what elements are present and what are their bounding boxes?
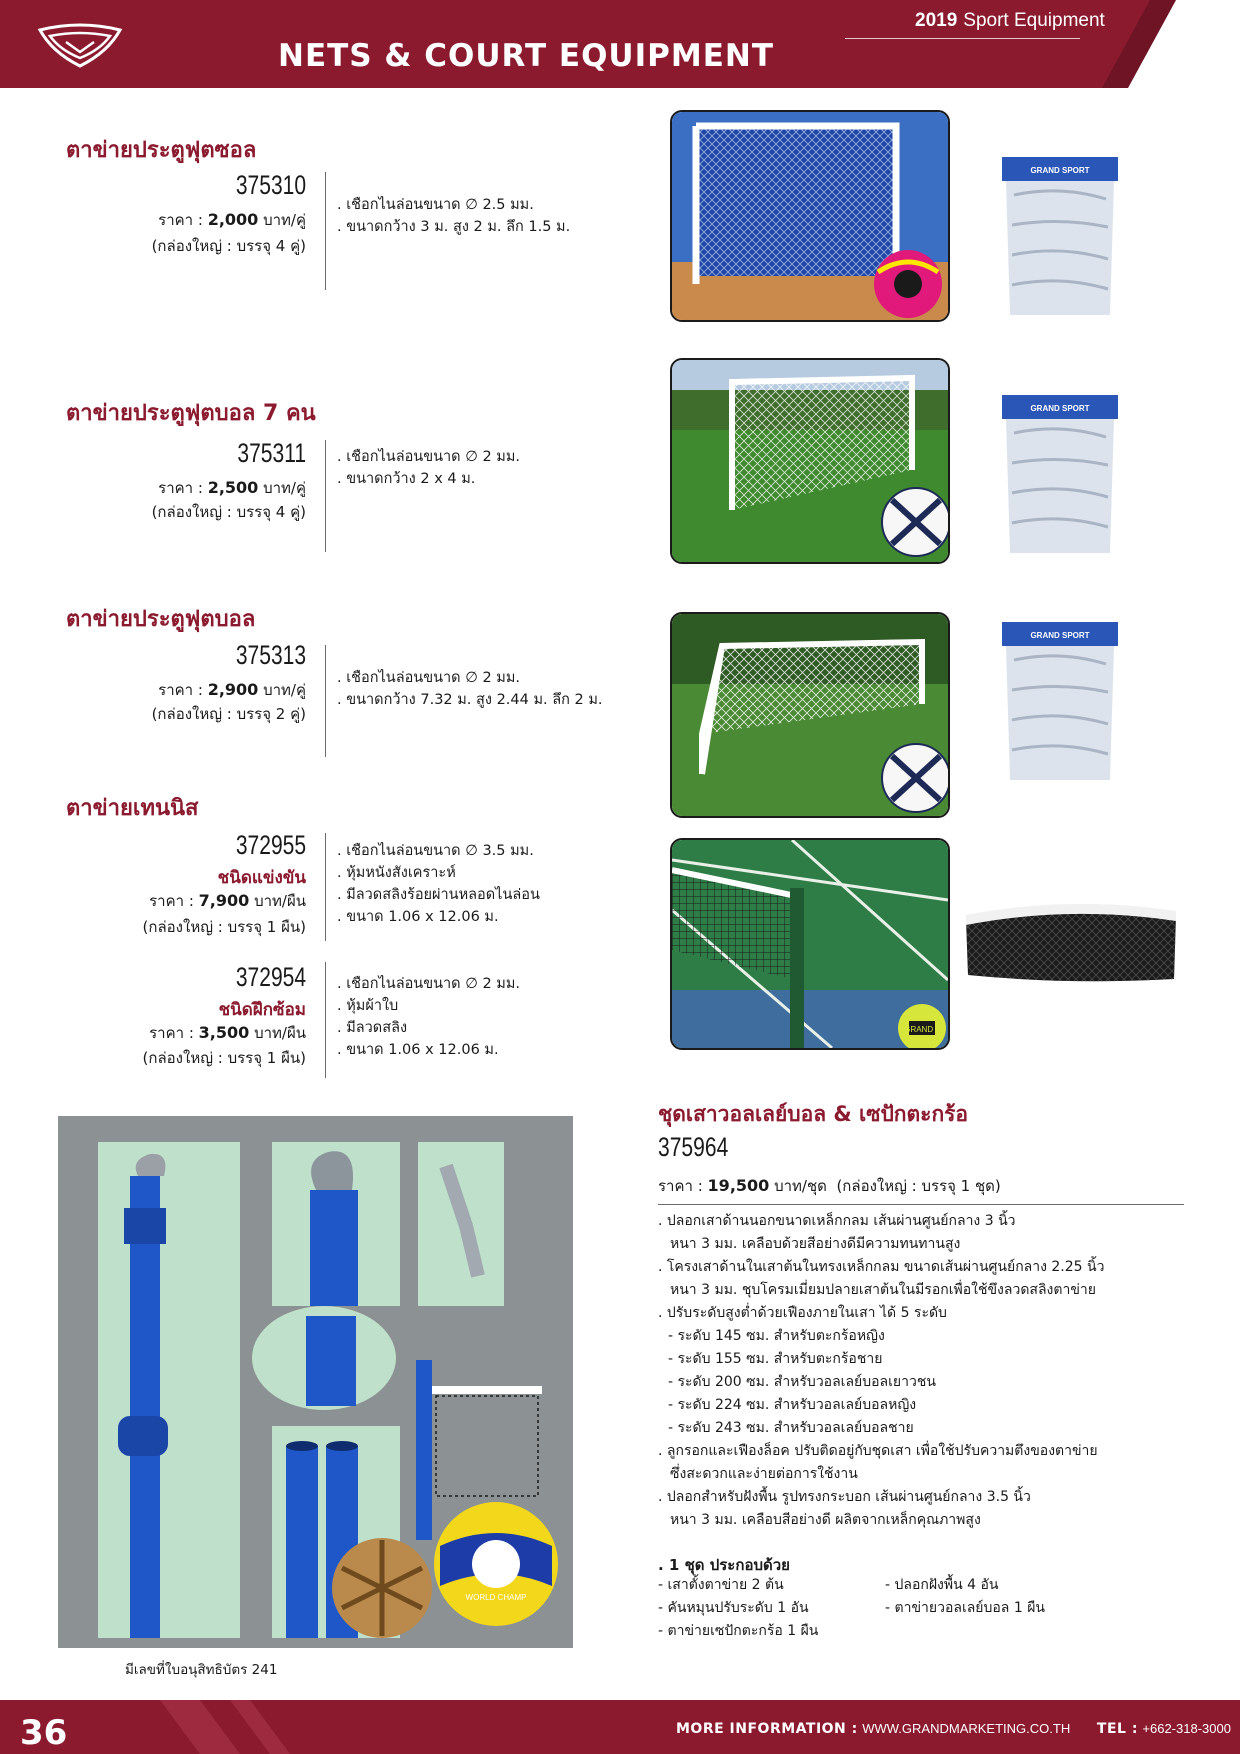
page-number: 36	[20, 1713, 68, 1753]
volleyball-detail-list	[658, 1210, 1104, 1532]
price-value: 2,900	[207, 680, 259, 699]
detail-line: หนา 3 มม. เคลือบสีอย่างดี ผลิตจากเหล็กคุณภาพสูง	[670, 1512, 981, 1528]
product-title-tennis: ตาข่ายเทนนิส	[66, 796, 199, 821]
price-value: 3,500	[198, 1023, 250, 1042]
spec-item: . ขนาดกว้าง 2 x 4 ม.	[337, 471, 476, 487]
product-code: 375310	[235, 170, 306, 200]
catalog-year: 2019	[915, 10, 958, 31]
detail-line: . ปลอกสำหรับฝังพื้น รูปทรงกระบอก เส้นผ่านศูนย์กลาง 3.5 นิ้ว	[658, 1489, 1031, 1505]
page-title: NETS & COURT EQUIPMENT	[278, 38, 774, 74]
volleyball-title: ชุดเสาวอลเลย์บอล & เซปักตะกร้อ	[658, 1102, 969, 1126]
more-info-label: MORE INFORMATION :	[676, 1721, 858, 1737]
spec-item: . เชือกไนล่อนขนาด ∅ 2 มม.	[337, 670, 521, 686]
price-value: 2,000	[207, 210, 259, 229]
product-price-line	[158, 476, 306, 500]
detail-line: - ระดับ 243 ซม. สำหรับวอลเลย์บอลชาย	[668, 1420, 914, 1436]
detail-line: - ระดับ 145 ซม. สำหรับตะกร้อหญิง	[668, 1328, 885, 1344]
price-label: ราคา :	[158, 211, 203, 229]
detail-line: . ปลอกเสาด้านนอกขนาดเหล็กกลม เส้นผ่านศูนย์กลาง 3 นิ้ว	[658, 1213, 1016, 1229]
tennis-net-photo	[670, 838, 950, 1050]
ball-label: WORLD CHAMP	[465, 1593, 527, 1602]
catalog-year-line	[915, 10, 1105, 32]
spec-item: . หุ้มผ้าใบ	[337, 998, 399, 1014]
box-quantity: (กล่องใหญ่ : บรรจุ 1 ชุด)	[836, 1177, 1001, 1195]
spec-list	[337, 973, 520, 1061]
price-unit: บาท/คู่	[263, 211, 306, 229]
price-label: ราคา :	[158, 479, 203, 497]
price-unit: บาท/ชุด	[774, 1177, 827, 1195]
product-title-football: ตาข่ายประตูฟุตบอล	[66, 607, 256, 632]
box-quantity: (กล่องใหญ่ : บรรจุ 4 คู่)	[151, 503, 306, 521]
box-quantity: (กล่องใหญ่ : บรรจุ 1 ผืน)	[142, 918, 306, 936]
spec-item: . ขนาดกว้าง 7.32 ม. สูง 2.44 ม. ลึก 2 ม.	[337, 692, 603, 708]
footer-contact	[676, 1721, 1231, 1737]
spec-item: . ขนาดกว้าง 3 ม. สูง 2 ม. ลึก 1.5 ม.	[337, 219, 571, 235]
spec-list	[337, 840, 540, 928]
package-label: GRAND SPORT	[1030, 166, 1090, 175]
detail-line: . ลูกรอกและเฟืองล็อค ปรับติดอยู่กับชุดเสา เพื่อใช้ปรับความตึงของตาข่าย	[658, 1443, 1098, 1459]
detail-line: . ปรับระดับสูงต่ำด้วยเฟืองภายในเสา ได้ 5 ระดับ	[658, 1305, 947, 1321]
spec-list	[337, 194, 570, 238]
price-label: ราคา :	[158, 681, 203, 699]
spec-item: . ขนาด 1.06 x 12.06 ม.	[337, 909, 499, 925]
spec-divider	[325, 440, 326, 552]
website-link[interactable]: WWW.GRANDMARKETING.CO.TH	[862, 1721, 1071, 1736]
product-code: 372954	[235, 962, 306, 992]
brand-logo-icon	[36, 22, 124, 70]
spec-divider	[325, 962, 326, 1078]
seven-a-side-goal-photo	[670, 358, 950, 564]
spec-divider	[325, 172, 326, 290]
detail-line: - ระดับ 155 ซม. สำหรับตะกร้อชาย	[668, 1351, 883, 1367]
product-title-7-a-side: ตาข่ายประตูฟุตบอล 7 คน	[66, 401, 316, 426]
detail-line: - ระดับ 200 ซม. สำหรับวอลเลย์บอลเยาวชน	[668, 1374, 936, 1390]
catalog-name: Sport Equipment	[963, 10, 1105, 31]
price-label: ราคา :	[658, 1177, 703, 1195]
detail-line: - ระดับ 224 ซม. สำหรับวอลเลย์บอลหญิง	[668, 1397, 917, 1413]
spec-divider	[325, 645, 326, 757]
product-price-line	[158, 678, 306, 702]
spec-list	[337, 446, 520, 490]
spec-divider	[325, 833, 326, 941]
net-package-image	[1000, 620, 1120, 785]
product-price-line	[149, 889, 306, 913]
product-code: 372955	[235, 830, 306, 860]
net-package-image	[1000, 155, 1120, 320]
product-code: 375313	[235, 640, 306, 670]
spec-item: . ขนาด 1.06 x 12.06 ม.	[337, 1042, 499, 1058]
spec-item: . เชือกไนล่อนขนาด ∅ 2 มม.	[337, 976, 521, 992]
spec-item: . มีลวดสลิง	[337, 1020, 408, 1036]
phone-number[interactable]: +662-318-3000	[1142, 1721, 1231, 1736]
detail-line: . โครงเสาด้านในเสาต้นในทรงเหล็กกลม ขนาดเส้นผ่านศูนย์กลาง 2.25 นิ้ว	[658, 1259, 1105, 1275]
price-unit: บาท/ผืน	[254, 1024, 306, 1042]
net-package-image	[1000, 393, 1120, 558]
detail-line: หนา 3 มม. ชุบโครมเมี่ยมปลายเสาต้นในมีรอกเพื่อใช้ขึงลวดสลิงตาข่าย	[670, 1282, 1096, 1298]
spec-item: . เชือกไนล่อนขนาด ∅ 2 มม.	[337, 449, 521, 465]
package-label: GRAND SPORT	[1030, 631, 1090, 640]
spec-list	[337, 667, 603, 711]
variant-type: ชนิดฝึกซ้อม	[218, 1000, 306, 1020]
product-title-futsal: ตาข่ายประตูฟุตซอล	[66, 138, 257, 163]
detail-line: หนา 3 มม. เคลือบด้วยสีอย่างดีมีความทนทานสูง	[670, 1236, 961, 1252]
product-code: 375964	[658, 1132, 729, 1162]
set-item: - คันหมุนปรับระดับ 1 อัน	[658, 1600, 809, 1616]
product-price-line	[658, 1174, 1001, 1198]
header-divider	[845, 38, 1080, 39]
set-item: - เสาตั้งตาข่าย 2 ต้น	[658, 1577, 784, 1593]
football-goal-photo	[670, 612, 950, 818]
detail-line: ซึ่งสะดวกและง่ายต่อการใช้งาน	[670, 1466, 858, 1482]
product-code: 375311	[237, 438, 306, 468]
set-item: - ปลอกฝังพื้น 4 อัน	[885, 1577, 999, 1593]
page-header	[0, 0, 1240, 88]
set-item: - ตาข่ายเซปักตะกร้อ 1 ผืน	[658, 1623, 819, 1639]
tennis-net-roll-image	[960, 895, 1182, 985]
price-unit: บาท/คู่	[263, 681, 306, 699]
set-contents-right	[885, 1574, 1045, 1620]
tel-label: TEL :	[1096, 1721, 1138, 1737]
section-divider	[658, 1204, 1184, 1205]
price-unit: บาท/คู่	[263, 479, 306, 497]
spec-item: . เชือกไนล่อนขนาด ∅ 3.5 มม.	[337, 843, 534, 859]
spec-item: . หุ้มหนังสังเคราะห์	[337, 865, 456, 881]
ball-label: GRAND 5	[904, 1025, 940, 1034]
box-quantity: (กล่องใหญ่ : บรรจุ 4 คู่)	[151, 237, 306, 255]
futsal-goal-photo	[670, 110, 950, 322]
set-item: - ตาข่ายวอลเลย์บอล 1 ผืน	[885, 1600, 1045, 1616]
patent-note: มีเลขที่ใบอนุสิทธิบัตร 241	[125, 1662, 278, 1678]
spec-item: . เชือกไนล่อนขนาด ∅ 2.5 มม.	[337, 197, 534, 213]
box-quantity: (กล่องใหญ่ : บรรจุ 2 คู่)	[151, 705, 306, 723]
price-unit: บาท/ผืน	[254, 892, 306, 910]
package-label: GRAND SPORT	[1030, 404, 1090, 413]
volleyball-post-photo-set	[58, 1116, 573, 1648]
product-price-line	[149, 1021, 306, 1045]
price-value: 19,500	[707, 1176, 770, 1195]
product-price-line	[158, 208, 306, 232]
price-value: 7,900	[198, 891, 250, 910]
set-contents-title: . 1 ชุด ประกอบด้วย	[658, 1556, 790, 1574]
price-value: 2,500	[207, 478, 259, 497]
price-label: ราคา :	[149, 1024, 194, 1042]
box-quantity: (กล่องใหญ่ : บรรจุ 1 ผืน)	[142, 1049, 306, 1067]
price-label: ราคา :	[149, 892, 194, 910]
set-contents-left	[658, 1574, 818, 1643]
variant-type: ชนิดแข่งขัน	[217, 868, 306, 888]
spec-item: . มีลวดสลิงร้อยผ่านหลอดไนล่อน	[337, 887, 540, 903]
